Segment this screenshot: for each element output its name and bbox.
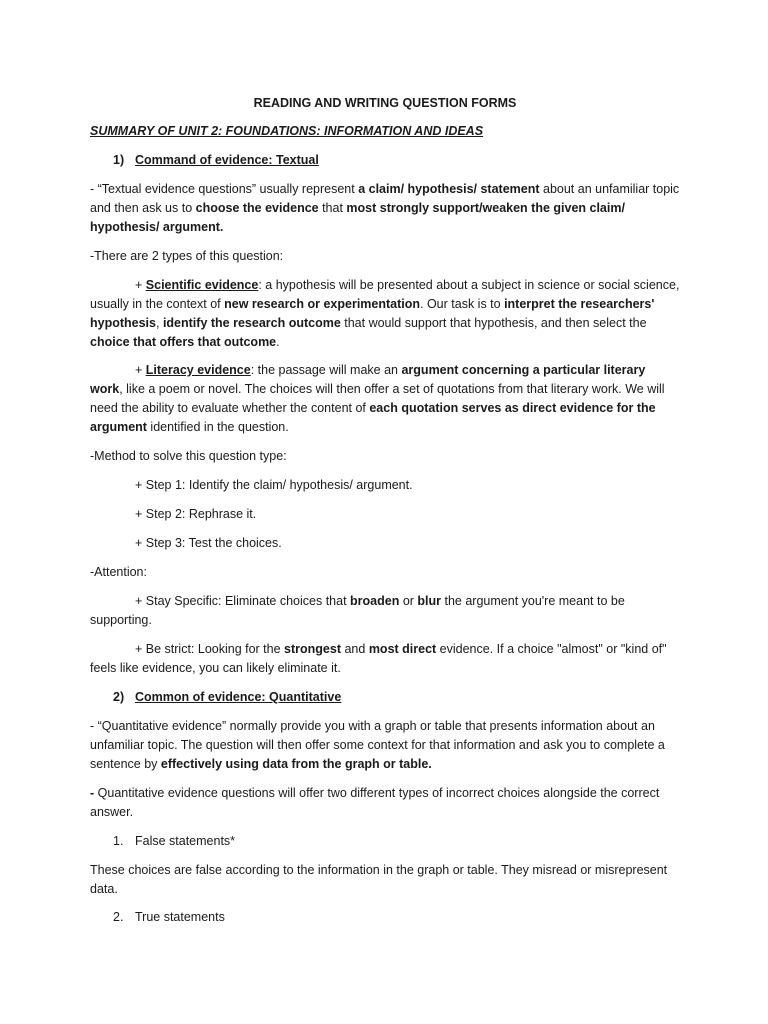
- list-item-1-number: 1.: [113, 834, 124, 848]
- stay-specific-paragraph: + Stay Specific: Eliminate choices that broaden or blur the argument you're meant to be supporting.: [90, 594, 625, 627]
- section2-number: 2): [113, 690, 125, 704]
- list-item-1-label: False statements*: [135, 834, 236, 848]
- step-1: + Step 1: Identify the claim/ hypothesis/ argument.: [135, 478, 413, 492]
- types-line: -There are 2 types of this question:: [90, 249, 284, 263]
- section1-heading: Command of evidence: Textual: [135, 153, 319, 167]
- unit-subtitle: SUMMARY OF UNIT 2: FOUNDATIONS: INFORMATION AND IDEAS: [90, 124, 484, 138]
- page-title: READING AND WRITING QUESTION FORMS: [253, 96, 517, 110]
- literacy-evidence-paragraph: + Literacy evidence: the passage will make an argument concerning a particular literary work, like a poem or novel. The choices will then offer a set of quotations from that literary work. We will need the ability to evaluate whether the content of each quotation serves as direct evidence for the argument identified in the question.: [90, 363, 665, 434]
- step-2: + Step 2: Rephrase it.: [135, 507, 257, 521]
- list-item-2-label: True statements: [135, 910, 225, 924]
- be-strict-paragraph: + Be strict: Looking for the strongest and most direct evidence. If a choice "almost" or "kind of" feels like evidence, you can likely eliminate it.: [90, 642, 667, 675]
- section2-heading: Common of evidence: Quantitative: [135, 690, 342, 704]
- incorrect-choices-paragraph: - Quantitative evidence questions will offer two different types of incorrect choices alongside the correct answer.: [90, 786, 660, 819]
- method-line: -Method to solve this question type:: [90, 449, 287, 463]
- scientific-evidence-paragraph: + Scientific evidence: a hypothesis will be presented about a subject in science or social science, usually in the context of new research or experimentation. Our task is to interpret the researchers' hypothesis, identify the research outcome that would support that hypothesis, and then select the choice that offers that outcome.: [90, 278, 680, 349]
- section1-number: 1): [113, 153, 125, 167]
- false-statements-description: These choices are false according to the information in the graph or table. They misread or misrepresent data.: [90, 863, 668, 896]
- step-3: + Step 3: Test the choices.: [135, 536, 282, 550]
- quantitative-intro-paragraph: - “Quantitative evidence” normally provide you with a graph or table that presents information about an unfamiliar topic. The question will then offer some context for that information and ask you to complete a sentence by effectively using data from the graph or table.: [90, 719, 665, 771]
- list-item-2-number: 2.: [113, 910, 124, 924]
- textual-intro-paragraph: - “Textual evidence questions” usually represent a claim/ hypothesis/ statement about an unfamiliar topic and then ask us to choose the evidence that most strongly support/weaken the given claim/ hypothesis/ argument.: [90, 182, 680, 234]
- attention-line: -Attention:: [90, 565, 147, 579]
